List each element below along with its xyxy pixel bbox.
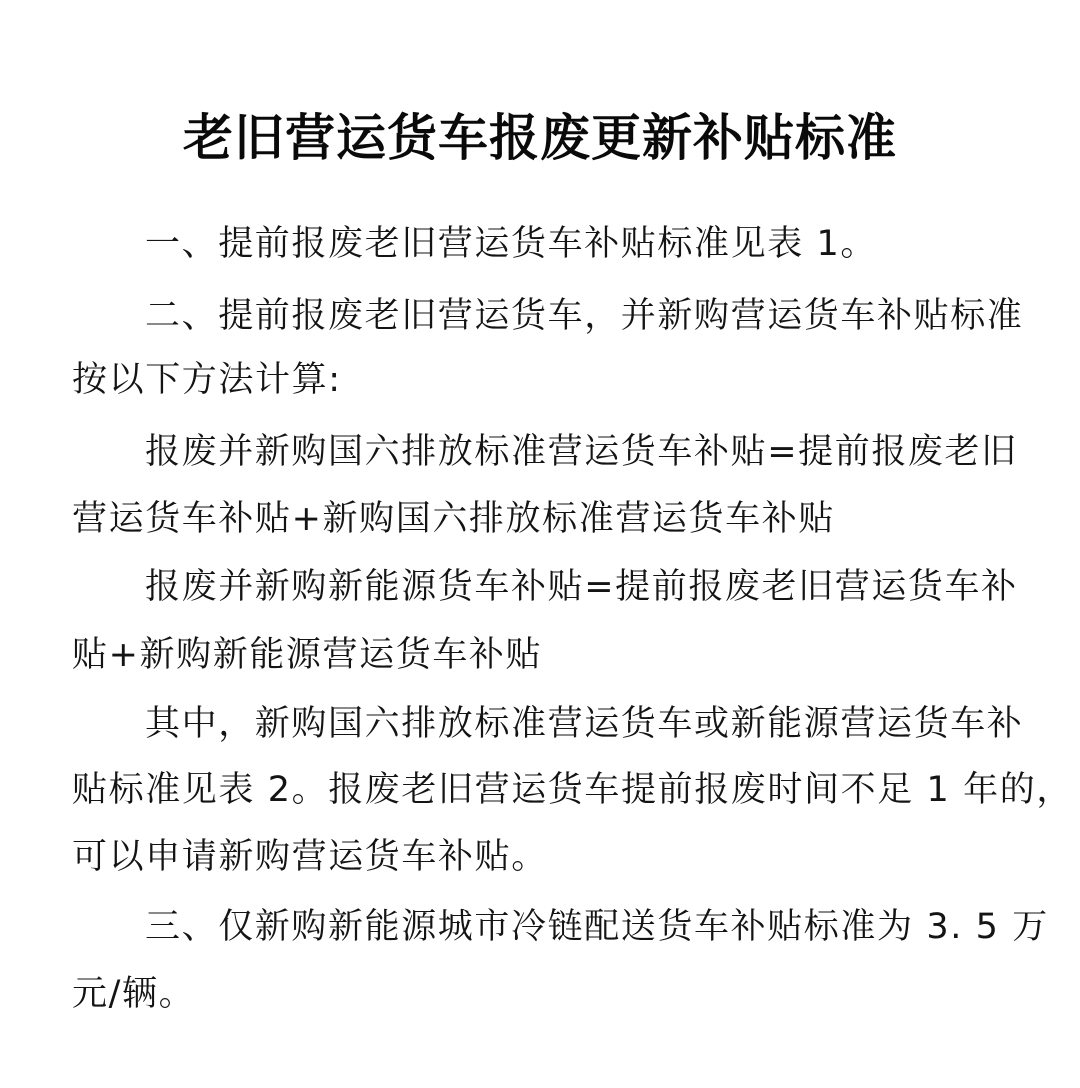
paragraph-3-line-1: 三、仅新购新能源城市冷链配送货车补贴标准为 3. 5 万 bbox=[145, 907, 1049, 947]
paragraph-1-line-1: 一、提前报废老旧营运货车补贴标准见表 1。 bbox=[145, 224, 877, 264]
note-paragraph-line-2: 贴标准见表 2。报废老旧营运货车提前报废时间不足 1 年的， bbox=[72, 770, 1073, 810]
document-title: 老旧营运货车报废更新补贴标准 bbox=[183, 107, 897, 167]
formula-1-line-2: 营运货车补贴+新购国六排放标准营运货车补贴 bbox=[72, 499, 835, 539]
paragraph-3-line-2: 元/辆。 bbox=[72, 974, 196, 1014]
formula-2-line-2: 贴+新购新能源营运货车补贴 bbox=[72, 635, 543, 675]
formula-2-line-1: 报废并新购新能源货车补贴=提前报废老旧营运货车补 bbox=[145, 567, 1018, 607]
formula-1-line-1: 报废并新购国六排放标准营运货车补贴=提前报废老旧 bbox=[145, 432, 1018, 472]
paragraph-2-line-1: 二、提前报废老旧营运货车，并新购营运货车补贴标准 bbox=[145, 296, 1024, 336]
note-paragraph-line-3: 可以申请新购营运货车补贴。 bbox=[72, 837, 548, 877]
note-paragraph-line-1: 其中，新购国六排放标准营运货车或新能源营运货车补 bbox=[145, 704, 1024, 744]
paragraph-2-line-2: 按以下方法计算: bbox=[72, 360, 342, 400]
